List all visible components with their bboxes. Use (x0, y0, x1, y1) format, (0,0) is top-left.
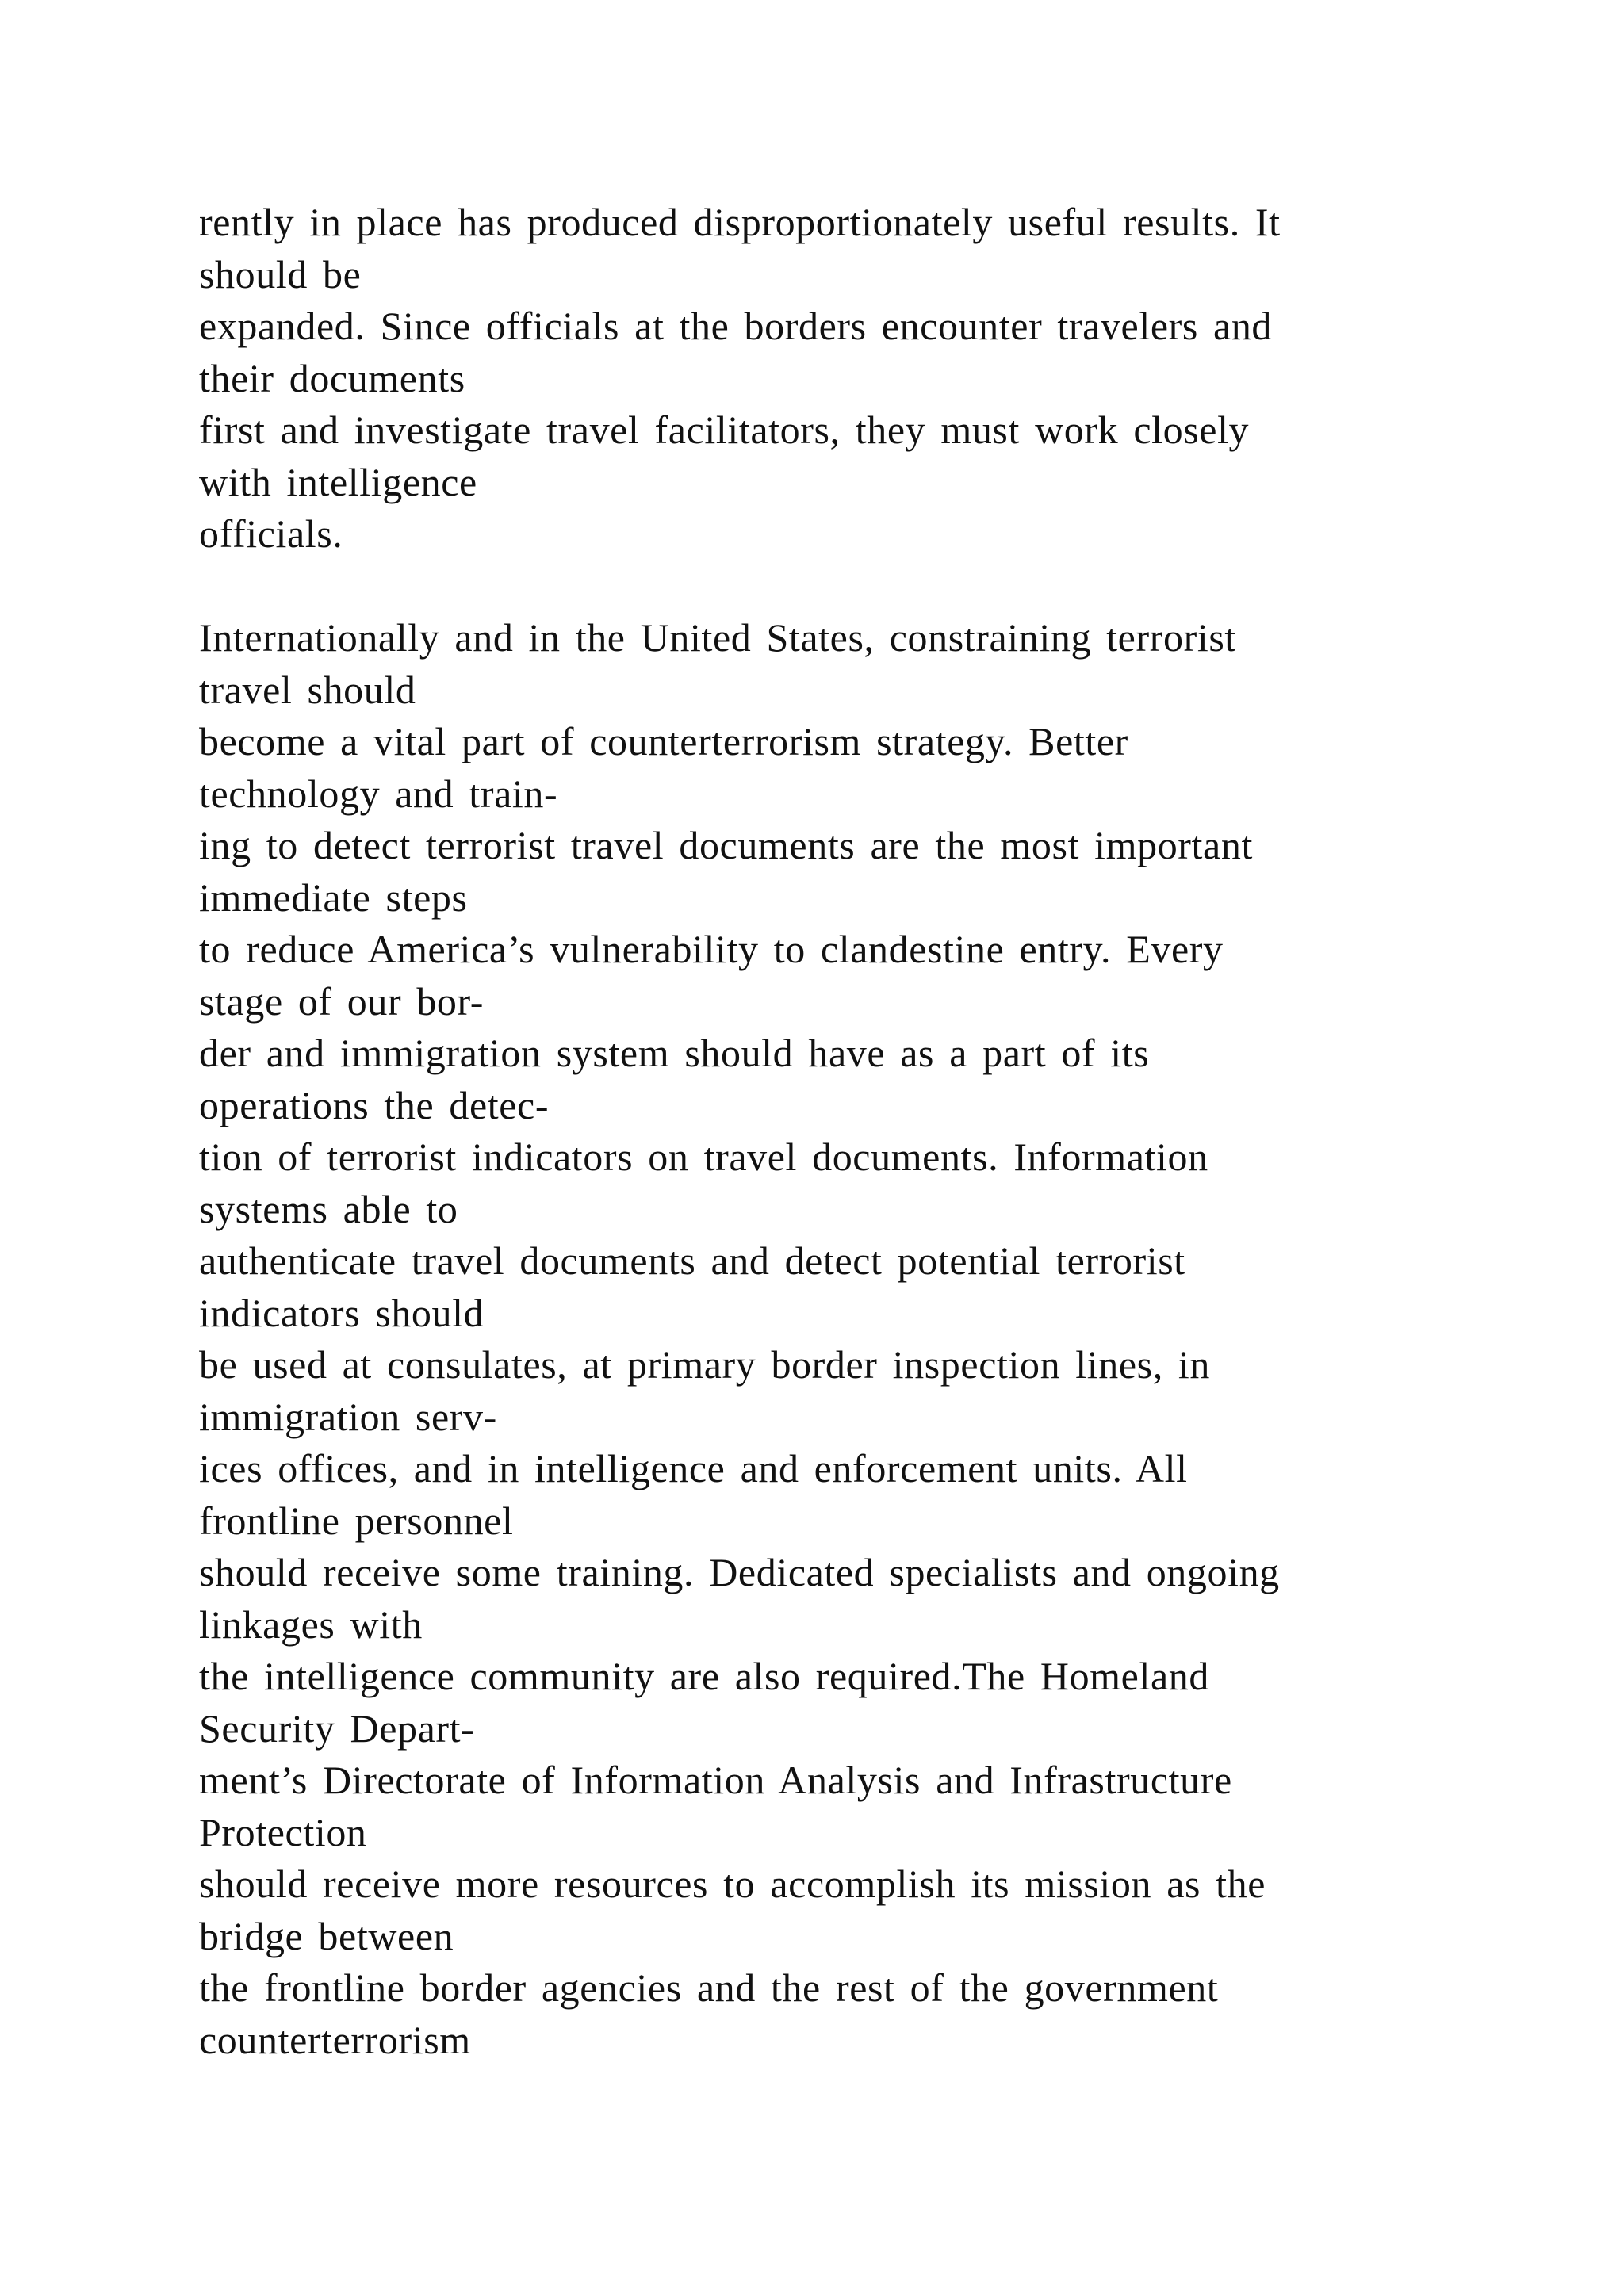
text-line: Security Depart- (199, 1705, 475, 1751)
text-line: be used at consulates, at primary border inspection lines, in (199, 1342, 1210, 1387)
text-line: become a vital part of counterterrorism strategy. Better (199, 719, 1128, 763)
text-line: operations the detec- (199, 1082, 550, 1127)
text-line: immediate steps (199, 874, 468, 920)
text-line: Protection (199, 1809, 367, 1854)
text-line: their documents (199, 355, 465, 400)
text-line: should receive some training. Dedicated specialists and ongoing (199, 1550, 1280, 1594)
text-line: stage of our bor- (199, 978, 485, 1024)
text-line: tion of terrorist indicators on travel documents. Information (199, 1135, 1208, 1179)
text-line: indicators should (199, 1290, 485, 1335)
text-line: should be (199, 251, 362, 297)
text-line: rently in place has produced disproportionately useful results. It (199, 200, 1281, 244)
text-line: ing to detect terrorist travel documents are the most important (199, 823, 1253, 867)
text-line: Internationally and in the United States, constraining terrorist (199, 615, 1236, 660)
text-line: technology and train- (199, 771, 558, 816)
paragraph-1 (199, 197, 1468, 561)
text-line: first and investigate travel facilitators, they must work closely (199, 408, 1250, 452)
text-line: frontline personnel (199, 1498, 514, 1543)
text-line: travel should (199, 667, 416, 712)
text-line: the intelligence community are also required.The Homeland (199, 1654, 1209, 1698)
text-line: immigration serv- (199, 1394, 497, 1439)
text-line: should receive more resources to accomplish its mission as the (199, 1862, 1266, 1906)
text-line: to reduce America’s vulnerability to clandestine entry. Every (199, 927, 1224, 971)
text-line: ices offices, and in intelligence and enforcement units. All (199, 1446, 1188, 1490)
text-line: expanded. Since officials at the borders encounter travelers and (199, 304, 1273, 348)
text-line: counterterrorism (199, 2017, 471, 2062)
text-line: der and immigration system should have as a part of its (199, 1031, 1150, 1075)
text-line: linkages with (199, 1601, 423, 1647)
text-line: ment’s Directorate of Information Analysis and Infrastructure (199, 1758, 1232, 1802)
text-line: bridge between (199, 1913, 454, 1958)
paragraph-2 (199, 612, 1468, 2066)
text-line: systems able to (199, 1186, 458, 1231)
text-line: authenticate travel documents and detect potential terrorist (199, 1238, 1185, 1283)
text-line: officials. (199, 511, 343, 556)
text-line: the frontline border agencies and the rest of the government (199, 1965, 1219, 2010)
text-line: with intelligence (199, 459, 477, 504)
